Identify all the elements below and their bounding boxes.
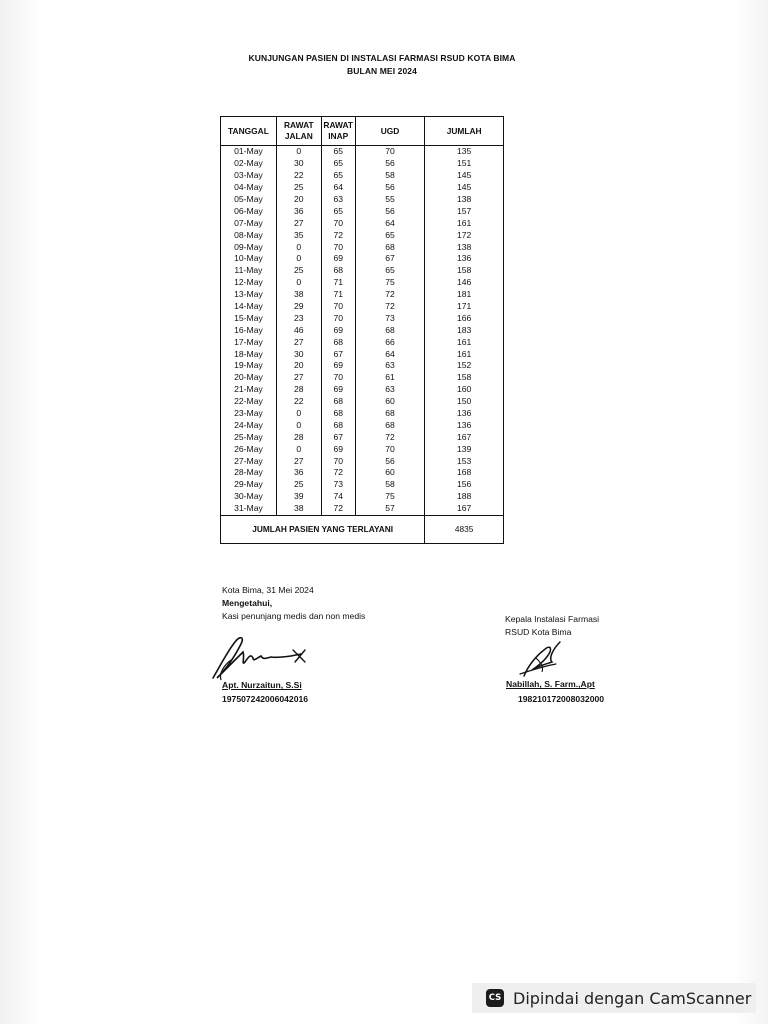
cell-rawat-inap: 64 xyxy=(321,182,355,194)
right-position-line2: RSUD Kota Bima xyxy=(505,627,572,637)
table-row xyxy=(221,146,504,158)
cell-rawat-inap: 68 xyxy=(321,396,355,408)
cell-ugd: 72 xyxy=(355,289,425,301)
cell-jumlah: 160 xyxy=(425,384,504,396)
cell-tanggal: 06-May xyxy=(221,205,277,217)
left-handwritten-signature xyxy=(205,630,317,686)
cell-rawat-inap: 69 xyxy=(321,253,355,265)
cell-jumlah: 188 xyxy=(425,491,504,503)
cell-jumlah: 151 xyxy=(425,158,504,170)
cell-rawat-jalan: 39 xyxy=(276,491,321,503)
cell-jumlah: 167 xyxy=(425,503,504,515)
cell-rawat-inap: 65 xyxy=(321,170,355,182)
cell-rawat-inap: 71 xyxy=(321,277,355,289)
cell-rawat-jalan: 28 xyxy=(276,384,321,396)
cell-ugd: 75 xyxy=(355,277,425,289)
header-jumlah: JUMLAH xyxy=(425,117,504,146)
cell-tanggal: 12-May xyxy=(221,277,277,289)
cell-tanggal: 17-May xyxy=(221,336,277,348)
cell-rawat-jalan: 38 xyxy=(276,503,321,515)
cell-ugd: 63 xyxy=(355,360,425,372)
left-position: Kasi penunjang medis dan non medis xyxy=(222,611,366,621)
cell-ugd: 68 xyxy=(355,408,425,420)
table-body xyxy=(221,146,504,516)
table-row xyxy=(221,170,504,182)
cell-tanggal: 13-May xyxy=(221,289,277,301)
cell-tanggal: 23-May xyxy=(221,408,277,420)
cell-rawat-inap: 70 xyxy=(321,217,355,229)
cell-rawat-jalan: 20 xyxy=(276,194,321,206)
cell-rawat-inap: 63 xyxy=(321,194,355,206)
cell-tanggal: 05-May xyxy=(221,194,277,206)
cell-jumlah: 152 xyxy=(425,360,504,372)
cell-rawat-inap: 69 xyxy=(321,360,355,372)
cell-tanggal: 08-May xyxy=(221,229,277,241)
table-row xyxy=(221,443,504,455)
cell-rawat-inap: 65 xyxy=(321,146,355,158)
cell-rawat-inap: 72 xyxy=(321,467,355,479)
cell-ugd: 60 xyxy=(355,396,425,408)
cell-jumlah: 135 xyxy=(425,146,504,158)
header-rawat-jalan xyxy=(276,117,321,146)
cell-ugd: 67 xyxy=(355,253,425,265)
cell-rawat-inap: 68 xyxy=(321,408,355,420)
cell-rawat-jalan: 0 xyxy=(276,419,321,431)
cell-jumlah: 139 xyxy=(425,443,504,455)
cell-jumlah: 167 xyxy=(425,431,504,443)
cell-rawat-inap: 65 xyxy=(321,205,355,217)
cell-rawat-inap: 72 xyxy=(321,503,355,515)
table-row xyxy=(221,396,504,408)
cell-rawat-inap: 71 xyxy=(321,289,355,301)
cell-tanggal: 19-May xyxy=(221,360,277,372)
cell-jumlah: 161 xyxy=(425,348,504,360)
cell-jumlah: 136 xyxy=(425,419,504,431)
header-rawat-inap-line2: INAP xyxy=(328,131,349,141)
cell-tanggal: 11-May xyxy=(221,265,277,277)
cell-ugd: 70 xyxy=(355,146,425,158)
cell-tanggal: 15-May xyxy=(221,312,277,324)
cell-ugd: 66 xyxy=(355,336,425,348)
cell-jumlah: 172 xyxy=(425,229,504,241)
table-row xyxy=(221,491,504,503)
cell-rawat-jalan: 23 xyxy=(276,312,321,324)
table-row xyxy=(221,301,504,313)
cell-rawat-jalan: 25 xyxy=(276,265,321,277)
cell-jumlah: 158 xyxy=(425,265,504,277)
cell-rawat-inap: 65 xyxy=(321,158,355,170)
cell-ugd: 58 xyxy=(355,479,425,491)
cell-ugd: 63 xyxy=(355,384,425,396)
cell-ugd: 68 xyxy=(355,324,425,336)
cell-rawat-inap: 67 xyxy=(321,348,355,360)
cell-jumlah: 158 xyxy=(425,372,504,384)
cell-rawat-jalan: 27 xyxy=(276,217,321,229)
cell-rawat-jalan: 22 xyxy=(276,396,321,408)
cell-rawat-jalan: 30 xyxy=(276,158,321,170)
table-row xyxy=(221,467,504,479)
scan-shadow-left xyxy=(0,0,40,1024)
cell-tanggal: 07-May xyxy=(221,217,277,229)
cell-tanggal: 30-May xyxy=(221,491,277,503)
table-row xyxy=(221,253,504,265)
cell-rawat-jalan: 0 xyxy=(276,443,321,455)
table-row xyxy=(221,348,504,360)
camscanner-watermark xyxy=(472,983,756,1013)
cell-ugd: 65 xyxy=(355,229,425,241)
left-signatory-nip: 197507242006042016 xyxy=(222,694,309,704)
cell-rawat-inap: 67 xyxy=(321,431,355,443)
cell-rawat-inap: 70 xyxy=(321,241,355,253)
table-row xyxy=(221,455,504,467)
table-row xyxy=(221,419,504,431)
cell-ugd: 65 xyxy=(355,265,425,277)
camscanner-label: Dipindai dengan CamScanner xyxy=(513,988,752,1008)
cell-rawat-jalan: 28 xyxy=(276,431,321,443)
cell-rawat-jalan: 27 xyxy=(276,372,321,384)
cell-jumlah: 161 xyxy=(425,336,504,348)
table-row xyxy=(221,336,504,348)
table-row xyxy=(221,479,504,491)
header-rawat-inap-line1: RAWAT xyxy=(323,120,354,130)
cell-rawat-jalan: 38 xyxy=(276,289,321,301)
cell-rawat-jalan: 0 xyxy=(276,241,321,253)
cell-tanggal: 24-May xyxy=(221,419,277,431)
cell-rawat-inap: 68 xyxy=(321,265,355,277)
cell-jumlah: 156 xyxy=(425,479,504,491)
cell-tanggal: 27-May xyxy=(221,455,277,467)
cell-jumlah: 166 xyxy=(425,312,504,324)
left-signatory-name: Apt. Nurzaitun, S.Si xyxy=(222,680,302,690)
cell-rawat-inap: 70 xyxy=(321,455,355,467)
cell-tanggal: 21-May xyxy=(221,384,277,396)
cell-jumlah: 136 xyxy=(425,408,504,420)
table-row xyxy=(221,205,504,217)
cell-rawat-jalan: 25 xyxy=(276,182,321,194)
scan-shadow-right xyxy=(732,0,768,1024)
cell-tanggal: 29-May xyxy=(221,479,277,491)
cell-ugd: 72 xyxy=(355,431,425,443)
cell-jumlah: 136 xyxy=(425,253,504,265)
table-row xyxy=(221,312,504,324)
header-rawat-jalan-line2: JALAN xyxy=(284,131,313,141)
cell-rawat-jalan: 0 xyxy=(276,277,321,289)
cell-tanggal: 20-May xyxy=(221,372,277,384)
header-rawat-inap xyxy=(321,117,355,146)
right-position-line1: Kepala Instalasi Farmasi xyxy=(505,614,600,624)
cell-rawat-inap: 70 xyxy=(321,372,355,384)
cell-jumlah: 181 xyxy=(425,289,504,301)
table-row xyxy=(221,265,504,277)
cell-rawat-jalan: 27 xyxy=(276,455,321,467)
cell-tanggal: 03-May xyxy=(221,170,277,182)
right-signatory-nip: 198210172008032000 xyxy=(518,694,605,704)
cell-tanggal: 09-May xyxy=(221,241,277,253)
table-row xyxy=(221,384,504,396)
cell-jumlah: 171 xyxy=(425,301,504,313)
cell-jumlah: 183 xyxy=(425,324,504,336)
cell-rawat-jalan: 36 xyxy=(276,205,321,217)
header-tanggal: TANGGAL xyxy=(221,117,277,146)
table-row xyxy=(221,217,504,229)
right-signatory-name: Nabillah, S. Farm.,Apt xyxy=(506,679,595,689)
cell-rawat-jalan: 46 xyxy=(276,324,321,336)
table-row xyxy=(221,408,504,420)
cell-ugd: 60 xyxy=(355,467,425,479)
cell-ugd: 73 xyxy=(355,312,425,324)
cell-jumlah: 168 xyxy=(425,467,504,479)
table-row xyxy=(221,194,504,206)
table-row xyxy=(221,324,504,336)
right-handwritten-signature xyxy=(510,636,574,680)
table-row xyxy=(221,277,504,289)
table-row xyxy=(221,182,504,194)
place-date: Kota Bima, 31 Mei 2024 xyxy=(222,585,314,595)
cell-rawat-jalan: 0 xyxy=(276,146,321,158)
table-footer-row xyxy=(221,515,504,543)
table-row xyxy=(221,289,504,301)
cell-rawat-jalan: 20 xyxy=(276,360,321,372)
cell-ugd: 64 xyxy=(355,217,425,229)
cell-rawat-inap: 69 xyxy=(321,384,355,396)
cell-ugd: 56 xyxy=(355,205,425,217)
cell-rawat-jalan: 36 xyxy=(276,467,321,479)
table-row xyxy=(221,229,504,241)
footer-total: 4835 xyxy=(425,515,504,543)
cell-jumlah: 153 xyxy=(425,455,504,467)
cell-rawat-jalan: 29 xyxy=(276,301,321,313)
cell-jumlah: 138 xyxy=(425,194,504,206)
cell-ugd: 56 xyxy=(355,182,425,194)
cell-rawat-inap: 73 xyxy=(321,479,355,491)
cell-tanggal: 01-May xyxy=(221,146,277,158)
cell-ugd: 64 xyxy=(355,348,425,360)
cell-tanggal: 26-May xyxy=(221,443,277,455)
table-row xyxy=(221,431,504,443)
table-row xyxy=(221,372,504,384)
left-signatory-block xyxy=(222,584,365,623)
cell-jumlah: 145 xyxy=(425,182,504,194)
cell-tanggal: 25-May xyxy=(221,431,277,443)
camscanner-logo-text: CS xyxy=(488,993,502,1003)
header-ugd: UGD xyxy=(355,117,425,146)
cell-jumlah: 161 xyxy=(425,217,504,229)
cell-rawat-inap: 69 xyxy=(321,324,355,336)
cell-tanggal: 10-May xyxy=(221,253,277,265)
table-row xyxy=(221,241,504,253)
header-rawat-jalan-line1: RAWAT xyxy=(284,120,314,130)
cell-tanggal: 14-May xyxy=(221,301,277,313)
acknowledged-label: Mengetahui, xyxy=(222,598,273,608)
cell-rawat-inap: 72 xyxy=(321,229,355,241)
table-row xyxy=(221,503,504,515)
cell-tanggal: 02-May xyxy=(221,158,277,170)
cell-ugd: 57 xyxy=(355,503,425,515)
table-header-row xyxy=(221,117,504,146)
cell-jumlah: 145 xyxy=(425,170,504,182)
cell-ugd: 75 xyxy=(355,491,425,503)
cell-jumlah: 157 xyxy=(425,205,504,217)
cell-jumlah: 146 xyxy=(425,277,504,289)
cell-ugd: 72 xyxy=(355,301,425,313)
cell-tanggal: 18-May xyxy=(221,348,277,360)
cell-ugd: 58 xyxy=(355,170,425,182)
cell-rawat-inap: 68 xyxy=(321,336,355,348)
visit-table xyxy=(220,116,504,544)
cell-ugd: 68 xyxy=(355,419,425,431)
cell-rawat-inap: 74 xyxy=(321,491,355,503)
cell-rawat-jalan: 22 xyxy=(276,170,321,182)
cell-rawat-jalan: 27 xyxy=(276,336,321,348)
cell-ugd: 70 xyxy=(355,443,425,455)
cell-rawat-inap: 70 xyxy=(321,301,355,313)
footer-label: JUMLAH PASIEN YANG TERLAYANI xyxy=(221,515,425,543)
document-subtitle: BULAN MEI 2024 xyxy=(347,66,417,76)
table-row xyxy=(221,158,504,170)
cell-jumlah: 138 xyxy=(425,241,504,253)
cell-ugd: 56 xyxy=(355,158,425,170)
cell-tanggal: 16-May xyxy=(221,324,277,336)
cell-ugd: 61 xyxy=(355,372,425,384)
cell-tanggal: 22-May xyxy=(221,396,277,408)
cell-rawat-jalan: 0 xyxy=(276,253,321,265)
cell-ugd: 55 xyxy=(355,194,425,206)
cell-ugd: 68 xyxy=(355,241,425,253)
cell-rawat-inap: 69 xyxy=(321,443,355,455)
cell-rawat-inap: 68 xyxy=(321,419,355,431)
cell-rawat-inap: 70 xyxy=(321,312,355,324)
cell-tanggal: 28-May xyxy=(221,467,277,479)
cell-rawat-jalan: 30 xyxy=(276,348,321,360)
cell-rawat-jalan: 25 xyxy=(276,479,321,491)
table-row xyxy=(221,360,504,372)
camscanner-logo-icon xyxy=(486,989,504,1007)
cell-rawat-jalan: 35 xyxy=(276,229,321,241)
cell-jumlah: 150 xyxy=(425,396,504,408)
cell-ugd: 56 xyxy=(355,455,425,467)
cell-rawat-jalan: 0 xyxy=(276,408,321,420)
cell-tanggal: 31-May xyxy=(221,503,277,515)
document-title: KUNJUNGAN PASIEN DI INSTALASI FARMASI RSUD KOTA BIMA xyxy=(248,53,516,63)
cell-tanggal: 04-May xyxy=(221,182,277,194)
